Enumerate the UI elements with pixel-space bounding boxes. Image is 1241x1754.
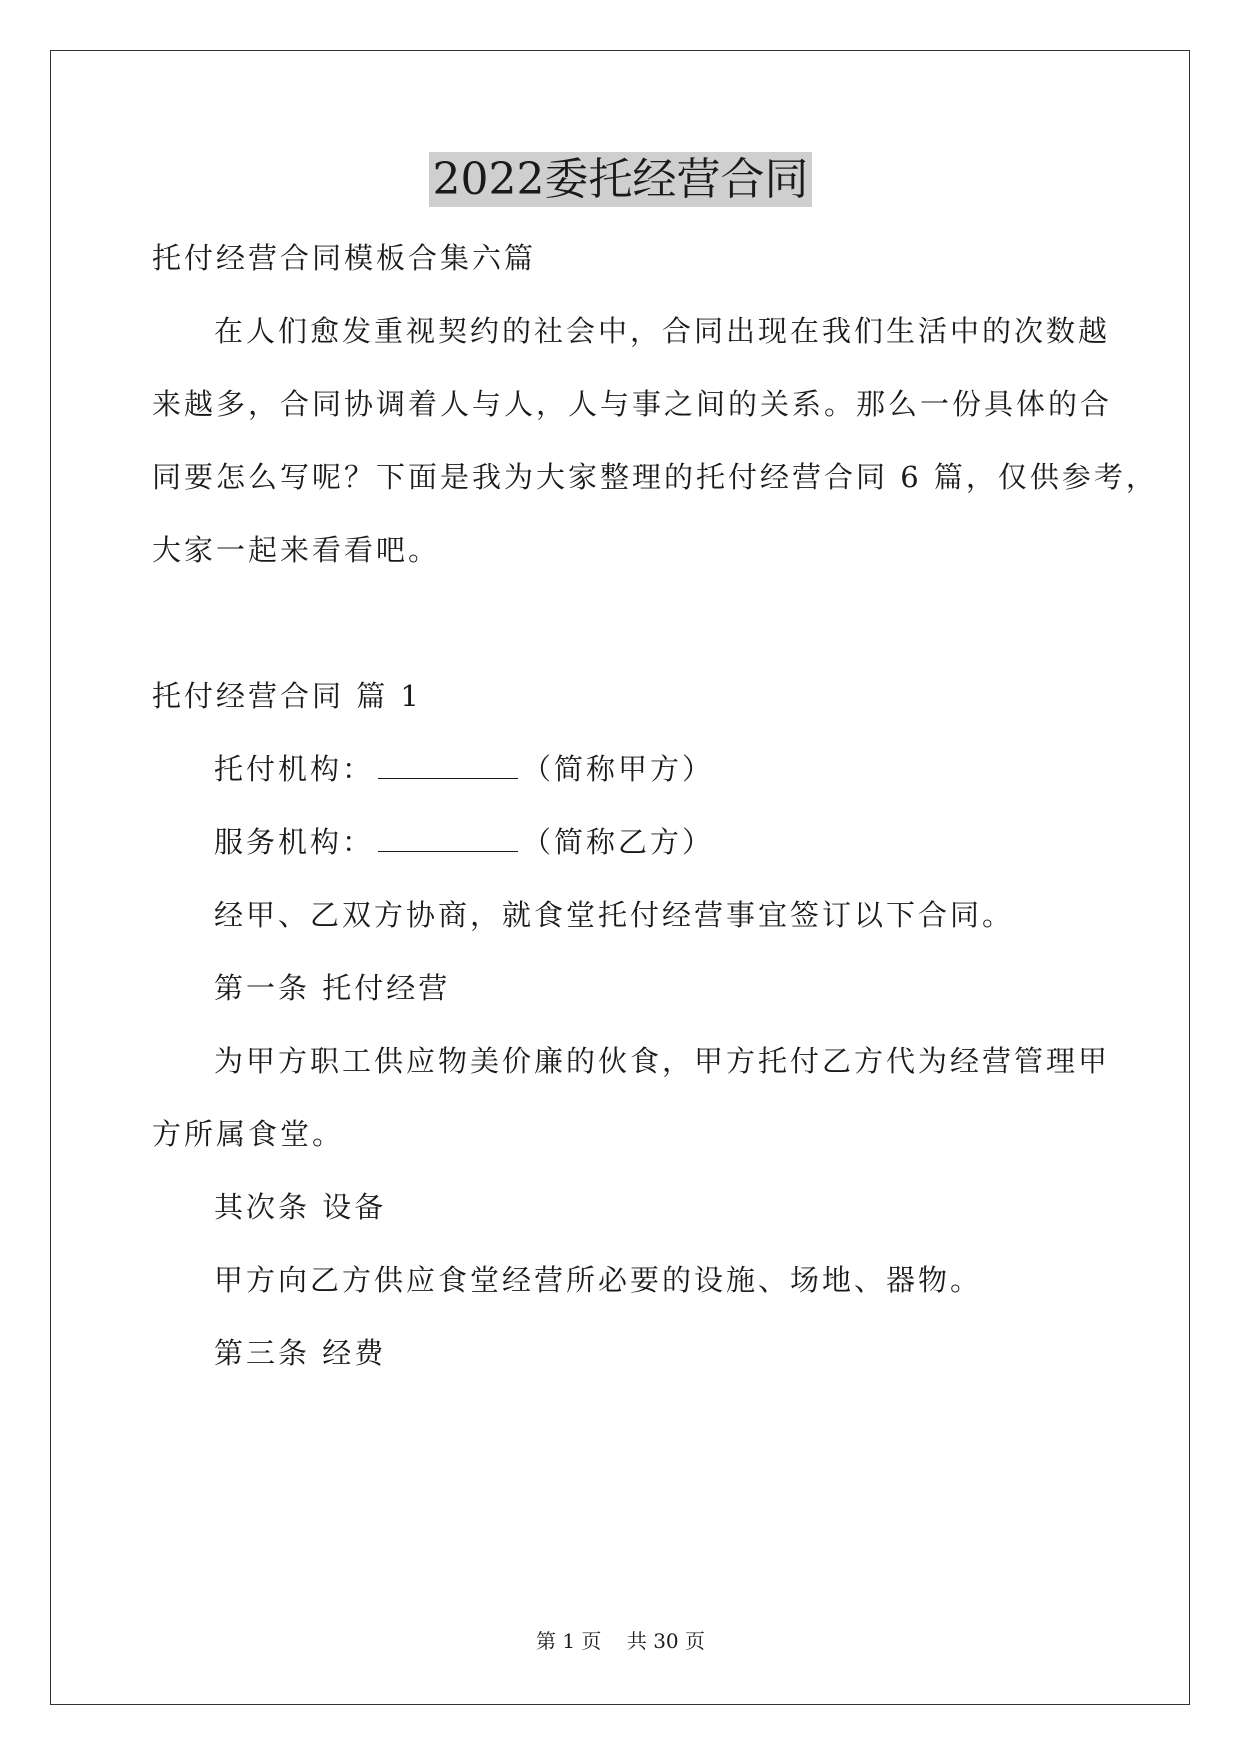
article-2-text: 甲方向乙方供应食堂经营所必要的设施、场地、器物。: [214, 1263, 983, 1297]
intro-line-2: 来越多，合同协调着人与人，人与事之间的关系。那么一份具体的合: [152, 387, 1113, 421]
party-b-line: [214, 822, 714, 862]
page-border: [50, 50, 1190, 1705]
party-b-suffix: （简称乙方）: [522, 825, 715, 859]
article-2-title: 其次条 设备: [214, 1190, 387, 1224]
party-a-label: 托付机构：: [214, 752, 375, 786]
intro-line-3: 同要怎么写呢？下面是我为大家整理的托付经营合同 6 篇，仅供参考，: [152, 460, 1158, 494]
article-1-line-1: 为甲方职工供应物美价廉的伙食，甲方托付乙方代为经营管理甲: [214, 1044, 1111, 1078]
party-a-blank: [378, 752, 518, 779]
document-subtitle: 托付经营合同模板合集六篇: [152, 241, 537, 275]
party-b-label: 服务机构：: [214, 825, 375, 859]
document-title: [0, 150, 1241, 210]
party-b-blank: [378, 825, 518, 852]
article-3-title: 第三条 经费: [214, 1336, 387, 1370]
party-a-suffix: （简称甲方）: [522, 752, 715, 786]
agreement-text: 经甲、乙双方协商，就食堂托付经营事宜签订以下合同。: [214, 898, 1015, 932]
page-footer: 第 1 页 共 30 页: [535, 1629, 706, 1653]
intro-line-1: 在人们愈发重视契约的社会中，合同出现在我们生活中的次数越: [214, 314, 1111, 348]
document-title-text: 2022委托经营合同: [429, 152, 813, 207]
article-1-title: 第一条 托付经营: [214, 971, 451, 1005]
party-a-line: [214, 749, 714, 789]
section-heading: 托付经营合同 篇 1: [152, 679, 422, 713]
article-1-line-2: 方所属食堂。: [152, 1117, 345, 1151]
intro-line-4: 大家一起来看看吧。: [152, 533, 441, 567]
